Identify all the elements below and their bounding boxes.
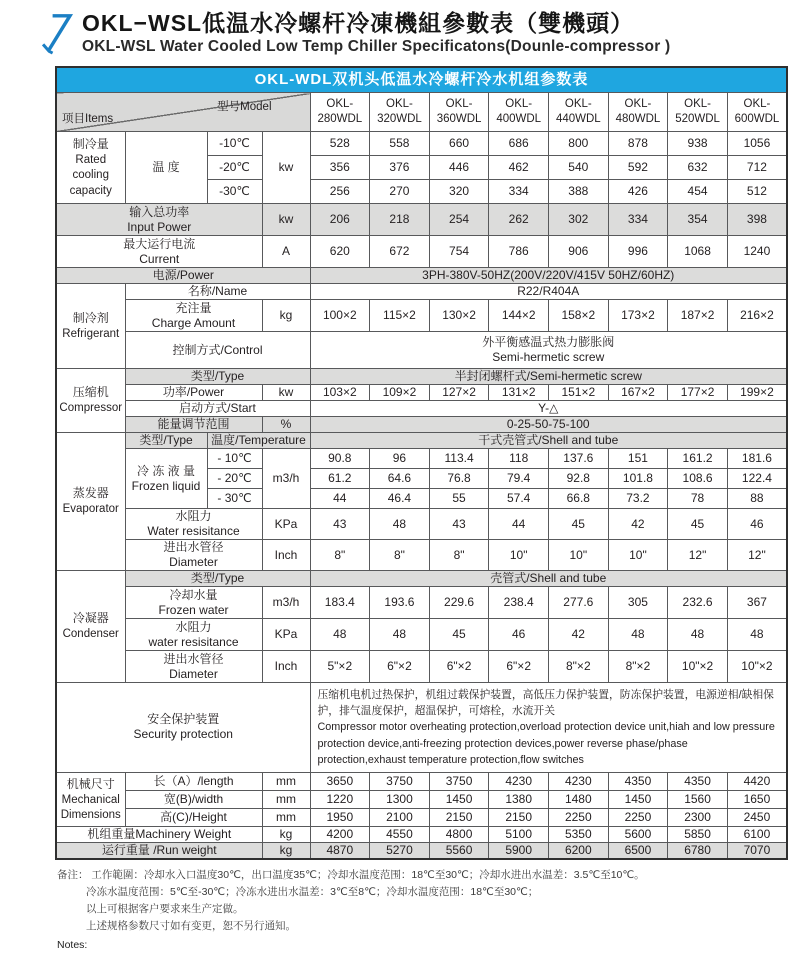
value-cell: 334 (608, 204, 668, 236)
value-cell: 1560 (668, 790, 728, 808)
value-cell: 398 (727, 204, 787, 236)
value-cell: 254 (429, 204, 489, 236)
value-cell: 712 (727, 156, 787, 180)
note-line: 备注： 工作範圍：冷却水入口温度30℃，出口温度35℃；冷却水温度范围：18℃至30℃；冷却水进出水温差：3.5℃至10℃。 (57, 869, 645, 882)
value-cell: 181.6 (727, 449, 787, 469)
corner-model-label: 型号Model (217, 101, 272, 113)
row-label-run-weight: 运行重量 /Run weight (56, 842, 262, 859)
value-cell: 137.6 (549, 449, 609, 469)
row-label-cond-water-resistance: 水阻力 water resisitance (125, 619, 262, 651)
row-label-cond-type: 类型/Type (125, 571, 310, 587)
section-label-cooling: 制冷量 Rated cooling capacity (56, 132, 125, 204)
value-cell: 229.6 (429, 587, 489, 619)
table-row (56, 540, 787, 571)
energy-range-value: 0-25-50-75-100 (310, 417, 787, 433)
table-row (56, 369, 787, 385)
unit-cell: mm (262, 808, 310, 826)
row-label-charge-amount: 充注量 Charge Amount (125, 300, 262, 332)
unit-cell: KPa (262, 509, 310, 540)
value-cell: 878 (608, 132, 668, 156)
temp-label: - 20℃ (207, 469, 262, 489)
table-row (56, 268, 787, 284)
value-cell: 7070 (727, 842, 787, 859)
value-cell: 6"×2 (370, 651, 430, 683)
value-cell: 8"×2 (608, 651, 668, 683)
value-cell: 10" (608, 540, 668, 571)
value-cell: 238.4 (489, 587, 549, 619)
value-cell: 92.8 (549, 469, 609, 489)
value-cell: 512 (727, 180, 787, 204)
value-cell: 334 (489, 180, 549, 204)
value-cell: 4550 (370, 826, 430, 842)
table-row (56, 284, 787, 300)
table-row (56, 417, 787, 433)
value-cell: 4420 (727, 772, 787, 790)
notes-section (57, 867, 790, 953)
value-cell: 592 (608, 156, 668, 180)
control-value: 外平衡感温式热力膨胀阀 Semi-hermetic screw (310, 332, 787, 369)
value-cell: 88 (727, 489, 787, 509)
value-cell: 96 (370, 449, 430, 469)
table-row (56, 842, 787, 859)
value-cell: 2100 (370, 808, 430, 826)
value-cell: 218 (370, 204, 430, 236)
table-row (56, 683, 787, 773)
diagonal-corner-cell (56, 93, 310, 132)
unit-cell: KPa (262, 619, 310, 651)
note-line: 上述规格参数尺寸如有变更，恕不另行通知。 (86, 919, 296, 932)
value-cell: 305 (608, 587, 668, 619)
value-cell: 1450 (429, 790, 489, 808)
value-cell: 8"×2 (549, 651, 609, 683)
value-cell: 454 (668, 180, 728, 204)
value-cell: 66.8 (549, 489, 609, 509)
value-cell: 43 (429, 509, 489, 540)
row-label-evap-type: 类型/Type (125, 433, 207, 449)
value-cell: 187×2 (668, 300, 728, 332)
unit-cell: kg (262, 300, 310, 332)
table-row (56, 236, 787, 268)
unit-cell: mm (262, 790, 310, 808)
value-cell: 48 (608, 619, 668, 651)
temp-label: -30℃ (207, 180, 262, 204)
value-cell: 46 (727, 509, 787, 540)
value-cell: 277.6 (549, 587, 609, 619)
row-label-start: 启动方式/Start (125, 401, 310, 417)
value-cell: 1056 (727, 132, 787, 156)
value-cell: 388 (549, 180, 609, 204)
row-label-compressor-power: 功率/Power (125, 385, 262, 401)
value-cell: 10" (549, 540, 609, 571)
value-cell: 632 (668, 156, 728, 180)
table-row (56, 587, 787, 619)
value-cell: 144×2 (489, 300, 549, 332)
temp-label: - 10℃ (207, 449, 262, 469)
cond-type-value: 壳管式/Shell and tube (310, 571, 787, 587)
value-cell: 376 (370, 156, 430, 180)
value-cell: 1220 (310, 790, 370, 808)
value-cell: 48 (370, 619, 430, 651)
evap-type-value: 干式壳管式/Shell and tube (310, 433, 787, 449)
unit-cell: A (262, 236, 310, 268)
spec-table (55, 66, 788, 860)
row-label-control: 控制方式/Control (125, 332, 310, 369)
corner-items-label: 项目Items (62, 112, 114, 125)
value-cell: 57.4 (489, 489, 549, 509)
notes-label: 备注： (57, 869, 89, 882)
value-cell: 302 (549, 204, 609, 236)
value-cell: 1650 (727, 790, 787, 808)
value-cell: 8" (370, 540, 430, 571)
model-header-cell: OKL-320WDL (370, 93, 430, 132)
value-cell: 1068 (668, 236, 728, 268)
row-label-security: 安全保护装置 Security protection (56, 683, 310, 773)
table-row (56, 132, 787, 156)
value-cell: 78 (668, 489, 728, 509)
table-row (56, 449, 787, 469)
value-cell: 1380 (489, 790, 549, 808)
value-cell: 620 (310, 236, 370, 268)
table-row (56, 651, 787, 683)
value-cell: 64.6 (370, 469, 430, 489)
value-cell: 256 (310, 180, 370, 204)
value-cell: 5100 (489, 826, 549, 842)
value-cell: 262 (489, 204, 549, 236)
model-header-cell: OKL-440WDL (549, 93, 609, 132)
compressor-type-value: 半封闭螺杆式/Semi-hermetic screw (310, 369, 787, 385)
table-row (56, 619, 787, 651)
row-label-power-supply: 电源/Power (56, 268, 310, 284)
value-cell: 161.2 (668, 449, 728, 469)
value-cell: 2250 (608, 808, 668, 826)
value-cell: 103×2 (310, 385, 370, 401)
page-subtitle: OKL-WSL Water Cooled Low Temp Chiller Specificatons(Dounle-compressor ) (82, 38, 671, 56)
value-cell: 61.2 (310, 469, 370, 489)
value-cell: 193.6 (370, 587, 430, 619)
row-label-energy-range: 能量调节范围 (125, 417, 262, 433)
value-cell: 48 (310, 619, 370, 651)
value-cell: 367 (727, 587, 787, 619)
value-cell: 199×2 (727, 385, 787, 401)
value-cell: 44 (489, 509, 549, 540)
value-cell: 6100 (727, 826, 787, 842)
section-label-condenser: 冷凝器 Condenser (56, 571, 125, 683)
model-header-cell: OKL-360WDL (429, 93, 489, 132)
value-cell: 1300 (370, 790, 430, 808)
row-label-evap-water-resistance: 水阻力 Water resisitance (125, 509, 262, 540)
value-cell: 5600 (608, 826, 668, 842)
value-cell: 177×2 (668, 385, 728, 401)
value-cell: 2450 (727, 808, 787, 826)
value-cell: 4870 (310, 842, 370, 859)
value-cell: 5900 (489, 842, 549, 859)
value-cell: 906 (549, 236, 609, 268)
row-label-length: 长（A）/length (125, 772, 262, 790)
value-cell: 6200 (549, 842, 609, 859)
value-cell: 45 (429, 619, 489, 651)
table-row (56, 509, 787, 540)
value-cell: 462 (489, 156, 549, 180)
table-row (56, 808, 787, 826)
value-cell: 6"×2 (489, 651, 549, 683)
table-row (56, 571, 787, 587)
value-cell: 113.4 (429, 449, 489, 469)
value-cell: 76.8 (429, 469, 489, 489)
unit-cell: % (262, 417, 310, 433)
table-row (56, 401, 787, 417)
brand-arrow-icon (24, 8, 76, 60)
value-cell: 660 (429, 132, 489, 156)
table-row (56, 790, 787, 808)
value-cell: 356 (310, 156, 370, 180)
value-cell: 101.8 (608, 469, 668, 489)
row-label-height: 高(C)/Height (125, 808, 262, 826)
value-cell: 5"×2 (310, 651, 370, 683)
value-cell: 42 (608, 509, 668, 540)
value-cell: 48 (727, 619, 787, 651)
value-cell: 48 (668, 619, 728, 651)
model-header-cell: OKL-600WDL (727, 93, 787, 132)
value-cell: 6780 (668, 842, 728, 859)
value-cell: 73.2 (608, 489, 668, 509)
value-cell: 46.4 (370, 489, 430, 509)
unit-cell: kw (262, 204, 310, 236)
model-header-cell: OKL-400WDL (489, 93, 549, 132)
value-cell: 232.6 (668, 587, 728, 619)
value-cell: 426 (608, 180, 668, 204)
value-cell: 672 (370, 236, 430, 268)
unit-cell: kg (262, 842, 310, 859)
start-value: Y-△ (310, 401, 787, 417)
value-cell: 5850 (668, 826, 728, 842)
row-label-frozen-water: 冷却水量 Frozen water (125, 587, 262, 619)
value-cell: 108.6 (668, 469, 728, 489)
value-cell: 354 (668, 204, 728, 236)
value-cell: 8" (429, 540, 489, 571)
value-cell: 206 (310, 204, 370, 236)
unit-cell: m3/h (262, 587, 310, 619)
value-cell: 528 (310, 132, 370, 156)
value-cell: 6500 (608, 842, 668, 859)
value-cell: 55 (429, 489, 489, 509)
row-label-evap-temp: 温度/Temperature (207, 433, 310, 449)
value-cell: 3750 (370, 772, 430, 790)
unit-cell: m3/h (262, 449, 310, 509)
value-cell: 4230 (489, 772, 549, 790)
value-cell: 45 (668, 509, 728, 540)
value-cell: 4230 (549, 772, 609, 790)
value-cell: 754 (429, 236, 489, 268)
unit-cell: Inch (262, 651, 310, 683)
value-cell: 4350 (668, 772, 728, 790)
value-cell: 10" (489, 540, 549, 571)
model-header-cell: OKL-520WDL (668, 93, 728, 132)
value-cell: 44 (310, 489, 370, 509)
section-label-compressor: 压缩机 Compressor (56, 369, 125, 433)
value-cell: 2300 (668, 808, 728, 826)
unit-cell: kw (262, 132, 310, 204)
model-header-cell: OKL-280WDL (310, 93, 370, 132)
table-row (56, 332, 787, 369)
value-cell: 2150 (489, 808, 549, 826)
value-cell: 5270 (370, 842, 430, 859)
value-cell: 800 (549, 132, 609, 156)
value-cell: 216×2 (727, 300, 787, 332)
model-header-cell: OKL-480WDL (608, 93, 668, 132)
table-row (56, 300, 787, 332)
table-row (56, 772, 787, 790)
row-label-current: 最大运行电流 Current (56, 236, 262, 268)
note-line: 以上可根据客户要求来生产定做。 (86, 903, 244, 916)
value-cell: 446 (429, 156, 489, 180)
value-cell: 158×2 (549, 300, 609, 332)
value-cell: 42 (549, 619, 609, 651)
table-row (56, 433, 787, 449)
refrigerant-name-value: R22/R404A (310, 284, 787, 300)
table-row (56, 826, 787, 842)
value-cell: 540 (549, 156, 609, 180)
table-row (56, 385, 787, 401)
row-label-input-power: 输入总功率 Input Power (56, 204, 262, 236)
value-cell: 46 (489, 619, 549, 651)
unit-cell: kg (262, 826, 310, 842)
value-cell: 151×2 (549, 385, 609, 401)
value-cell: 118 (489, 449, 549, 469)
value-cell: 938 (668, 132, 728, 156)
value-cell: 996 (608, 236, 668, 268)
unit-cell: mm (262, 772, 310, 790)
row-label-evap-diameter: 进出水管径 Diameter (125, 540, 262, 571)
value-cell: 173×2 (608, 300, 668, 332)
note-line: 冷冻水温度范围：5℃至-30℃；冷冻水进出水温差：3℃至8℃；冷却水温度范围：18℃至30℃； (86, 886, 539, 899)
value-cell: 10"×2 (727, 651, 787, 683)
value-cell: 4200 (310, 826, 370, 842)
value-cell: 558 (370, 132, 430, 156)
table-header-row (56, 93, 787, 132)
value-cell: 79.4 (489, 469, 549, 489)
section-label-dimensions: 机械尺寸 Mechanical Dimensions (56, 772, 125, 826)
value-cell: 12" (727, 540, 787, 571)
temp-label: -20℃ (207, 156, 262, 180)
value-cell: 183.4 (310, 587, 370, 619)
value-cell: 131×2 (489, 385, 549, 401)
row-label-compressor-type: 类型/Type (125, 369, 310, 385)
value-cell: 2250 (549, 808, 609, 826)
value-cell: 686 (489, 132, 549, 156)
table-row (56, 67, 787, 93)
unit-cell: Inch (262, 540, 310, 571)
temp-label: - 30℃ (207, 489, 262, 509)
temp-label: -10℃ (207, 132, 262, 156)
value-cell: 4350 (608, 772, 668, 790)
value-cell: 786 (489, 236, 549, 268)
value-cell: 43 (310, 509, 370, 540)
value-cell: 122.4 (727, 469, 787, 489)
value-cell: 115×2 (370, 300, 430, 332)
power-supply-value: 3PH-380V-50HZ(200V/220V/415V 50HZ/60HZ) (310, 268, 787, 284)
value-cell: 130×2 (429, 300, 489, 332)
row-label-machinery-weight: 机组重量Machinery Weight (56, 826, 262, 842)
value-cell: 5350 (549, 826, 609, 842)
table-caption: OKL-WDL双机头低温水冷螺杆冷水机组参数表 (56, 67, 787, 93)
row-label-refrigerant-name: 名称/Name (125, 284, 310, 300)
section-label-evaporator: 蒸发器 Evaporator (56, 433, 125, 571)
value-cell: 2150 (429, 808, 489, 826)
value-cell: 10"×2 (668, 651, 728, 683)
value-cell: 12" (668, 540, 728, 571)
value-cell: 90.8 (310, 449, 370, 469)
value-cell: 270 (370, 180, 430, 204)
row-label-width: 宽(B)/width (125, 790, 262, 808)
value-cell: 320 (429, 180, 489, 204)
row-label-cond-diameter: 进出水管径 Diameter (125, 651, 262, 683)
value-cell: 48 (370, 509, 430, 540)
security-description: 压缩机电机过热保护，机组过载保护装置，高低压力保护装置，防冻保护装置，电源逆相/缺相保护，排气温度保护，超温保护，可熔栓，水流开关 Compressor motor overheating protection,overload protection device unit,hiah and low pressure protection device,anti-freezing protection devices,power reverse phase/phase protection,exhaust temperature protection,flow switches (310, 683, 787, 773)
value-cell: 6"×2 (429, 651, 489, 683)
value-cell: 4800 (429, 826, 489, 842)
value-cell: 1450 (608, 790, 668, 808)
value-cell: 8" (310, 540, 370, 571)
value-cell: 5560 (429, 842, 489, 859)
value-cell: 1480 (549, 790, 609, 808)
cooling-sub-label: 温 度 (125, 132, 207, 204)
value-cell: 3750 (429, 772, 489, 790)
row-label-frozen-liquid: 冷 冻 液 量 Frozen liquid (125, 449, 207, 509)
value-cell: 151 (608, 449, 668, 469)
value-cell: 127×2 (429, 385, 489, 401)
value-cell: 167×2 (608, 385, 668, 401)
value-cell: 45 (549, 509, 609, 540)
notes-footer: Notes: (57, 938, 88, 951)
value-cell: 1240 (727, 236, 787, 268)
page-header (24, 8, 790, 60)
value-cell: 3650 (310, 772, 370, 790)
table-row (56, 204, 787, 236)
page-title: OKL−WSL低温水冷螺杆冷凍機組參數表（雙機頭） (82, 10, 635, 36)
value-cell: 109×2 (370, 385, 430, 401)
section-label-refrigerant: 制冷剂 Refrigerant (56, 284, 125, 369)
unit-cell: kw (262, 385, 310, 401)
value-cell: 100×2 (310, 300, 370, 332)
value-cell: 1950 (310, 808, 370, 826)
